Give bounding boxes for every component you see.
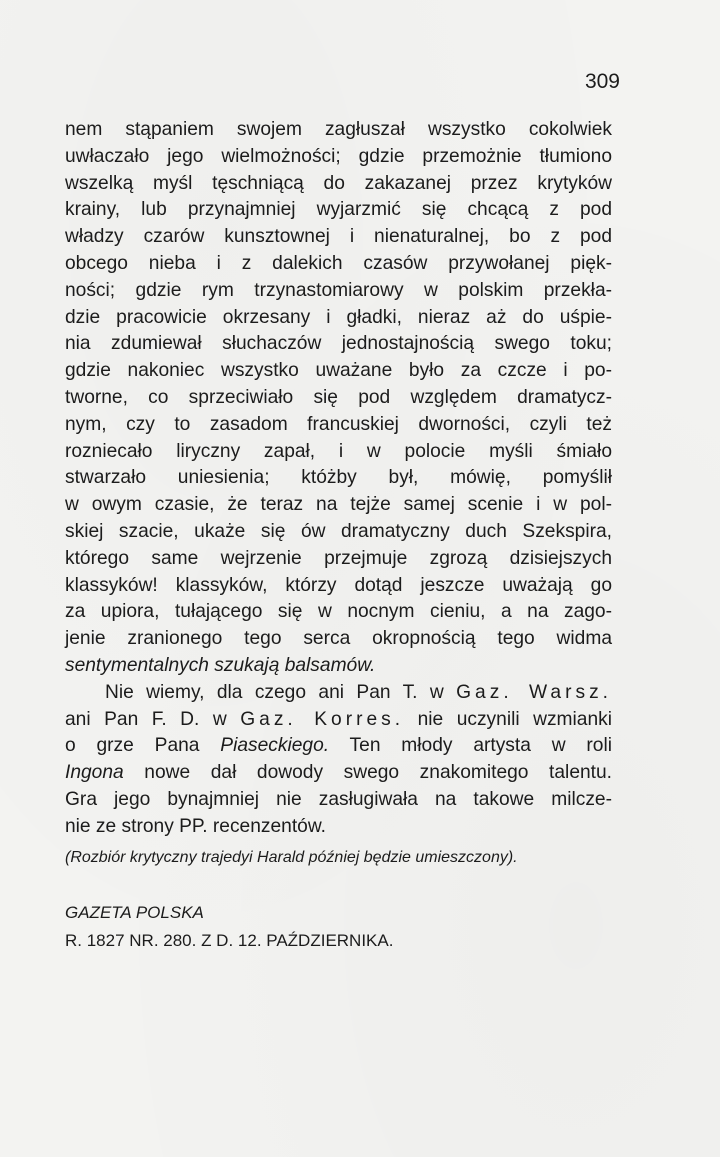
text-line: nym, czy to zasadom francuskiej dworności, czyli też	[65, 413, 612, 435]
text-line: nem stąpaniem swojem zagłuszał wszystko cokolwiek	[65, 119, 612, 140]
paragraph-2-line-3	[65, 733, 612, 760]
newspaper-name: Gaz. Warsz.	[456, 681, 613, 703]
text-line: za upiora, tułającego się w nocnym cieniu, a na zago-	[65, 601, 612, 623]
text-line: wszelką myśl tęschniącą do zakazanej przez krytyków	[65, 172, 612, 194]
text-line: ności; gdzie rym trzynastomiarowy w polskim przekła-	[65, 279, 612, 301]
text-line: tworne, co sprzeciwiało się pod względem dramatycz-	[65, 386, 612, 408]
text-line: klassyków! klassyków, którzy dotąd jeszcze uważają go	[65, 574, 612, 596]
text-line-italic: sentymentalnych szukają balsamów.	[65, 654, 376, 676]
source-citation	[65, 899, 393, 955]
text-line: w owym czasie, że teraz na tejże samej scenie i w pol-	[65, 494, 612, 516]
paragraph-2-line-2	[65, 707, 612, 734]
editorial-note: (Rozbiór krytyczny trajedyi Harald później będzie umieszczony).	[65, 849, 518, 866]
source-date: R. 1827 NR. 280. Z D. 12. PAŹDZIERNIKA.	[65, 931, 394, 950]
text-segment: Ten młody artysta w roli	[329, 735, 612, 757]
text-segment: ani Pan F. D. w	[65, 708, 241, 730]
role-name: Ingona	[65, 762, 124, 784]
text-line: obcego nieba i z dalekich czasów przywołanej pięk-	[65, 252, 612, 274]
page-number: 309	[584, 70, 620, 93]
paragraph-2-line-6: nie ze strony PP. recenzentów.	[65, 815, 326, 837]
paragraph-2-line-1	[65, 680, 612, 707]
text-line: dzie pracowicie okrzesany i gładki, nieraz aż do uśpie-	[65, 306, 612, 328]
actor-name: Piaseckiego.	[220, 735, 330, 757]
paragraph-2-line-5: Gra jego bynajmniej nie zasługiwała na takowe milcze-	[65, 788, 612, 810]
paragraph-2-line-4	[65, 760, 612, 787]
text-line: nia zdumiewał słuchaczów jednostajnością swego toku;	[65, 333, 612, 355]
text-line: stwarzało uniesienia; któżby był, mówię, pomyślił	[65, 467, 612, 489]
text-segment: Nie wiemy, dla czego ani Pan T. w	[105, 681, 457, 703]
newspaper-name: Gaz. Korres.	[240, 708, 405, 730]
body-text	[65, 117, 612, 841]
text-line: władzy czarów kunsztownej i nienaturalnej, bo z pod	[65, 226, 612, 248]
text-segment: nowe dał dowody swego znakomitego talentu.	[123, 762, 612, 784]
text-line: uwłaczało jego wielmożności; gdzie przemożnie tłumiono	[65, 145, 612, 167]
text-line: rozniecało liryczny zapał, i w polocie myśli śmiało	[65, 440, 612, 462]
text-segment: o grze Pana	[65, 735, 221, 757]
source-title: GAZETA POLSKA	[65, 903, 204, 922]
text-line: krainy, lub przynajmniej wyjarzmić się chcącą z pod	[65, 199, 612, 221]
text-segment: nie uczynili wzmianki	[404, 708, 613, 730]
text-line: którego same wejrzenie przejmuje zgrozą dzisiejszych	[65, 547, 612, 569]
text-line: jenie zranionego tego serca okropnością tego widma	[65, 628, 612, 650]
text-line: gdzie nakoniec wszystko uważane było za czcze i po-	[65, 360, 612, 382]
text-line: skiej szacie, ukaże się ów dramatyczny duch Szekspira,	[65, 520, 612, 542]
